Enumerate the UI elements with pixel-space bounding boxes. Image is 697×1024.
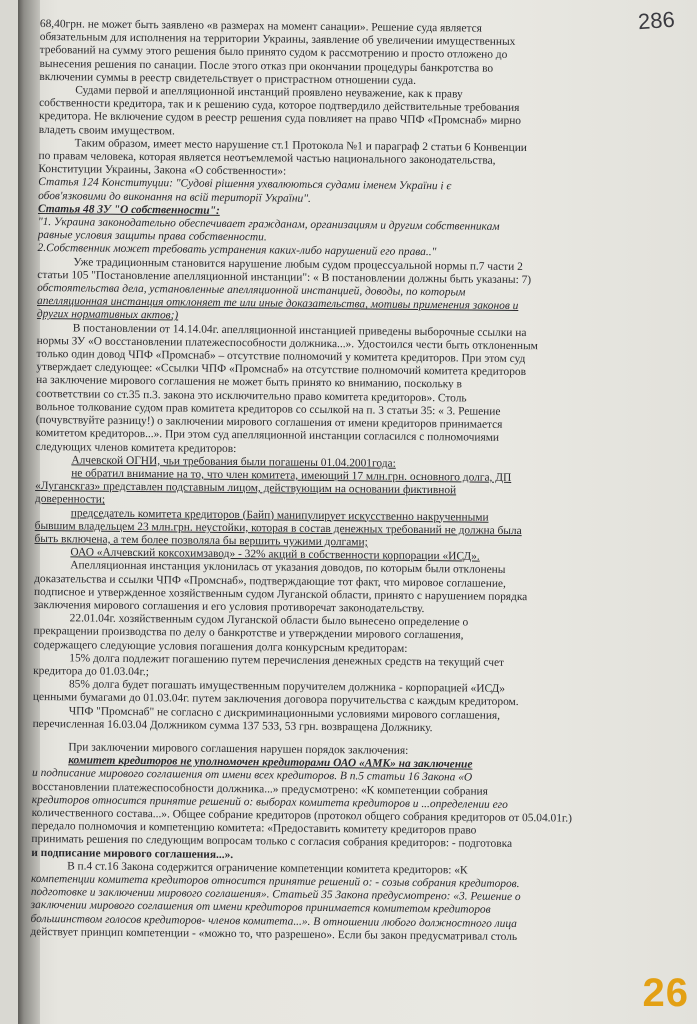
text-line: ОАО «Алчевский коксохимзавод» - 32% акций в собственности корпорации «ИСД».	[70, 546, 480, 563]
text-line: Уже традиционным становится нарушение любым судом процессуальной нормы п.7 части 2	[73, 256, 523, 273]
text-line: соответствии со ст.35 п.3. закона это исключительно право комитета кредиторов». Столь	[36, 387, 467, 405]
text-line: передало полномочия и компетенцию комитета: «Предоставить комитету кредиторов право	[31, 820, 477, 837]
text-line: При заключении мирового соглашения нарушен порядок заключения:	[68, 741, 409, 757]
text-line: Статья 48 ЗУ "О собственности":	[37, 202, 220, 217]
text-line: обязательным для исполнения на территории Украины, заявление об увеличении имущественных	[39, 31, 516, 49]
text-line: перечисленная 16.03.04 Должником сумма 137 533, 53 грн. возвращена Должнику.	[32, 717, 433, 734]
text-line: быть включена, а тем более позволяла бы вершить чужими долгами;	[34, 532, 368, 549]
text-line: ЧПФ "Промснаб" не согласно с дискриминационными условиями мирового соглашения,	[68, 704, 501, 722]
text-line: большинством голосов кредиторов- членов комитета...». В отношении любого должностного лица	[30, 912, 517, 930]
document-page	[18, 0, 697, 1024]
text-line: 22.01.04г. хозяйственным судом Луганской области было вынесено определение о	[69, 612, 469, 629]
text-line: Таким образом, имеет место нарушение ст.1 Протокола №1 и параграф 2 статьи 6 Конвенции	[74, 137, 527, 154]
text-line: следующих членов комитета кредиторов:	[35, 440, 237, 455]
text-line: кредитора. Не включение судом в реестр решения суда повлияет на право ЧПФ «Промснаб» мирно	[38, 110, 522, 128]
text-line: Статья 124 Конституции: "Судові рішення ухвалюються судами іменем України і є	[38, 176, 452, 193]
text-line: требований на сумму этого решения было принято судом к рассмотрению и просто отложено до	[39, 44, 508, 62]
text-line: заключения мирового соглашения и его условия противоречат законодательству.	[33, 598, 425, 615]
text-line: вольное толкование судом прав комитета кредиторов со ссылкой на п. 3 статьи 35: « 3. Решение	[35, 400, 501, 418]
text-line: прекращении производства по делу о банкротстве и утверждении мирового соглашения,	[33, 625, 464, 642]
text-line: на заключение мирового соглашения не может быть принято ко вниманию, поскольку в	[36, 374, 463, 391]
text-line: вынесения решения по санации. После этого отказ при окончании процедуры банкротства во	[39, 57, 494, 75]
text-line: утверждает следующее: «Ссылки ЧПФ «Промснаб» на отсутствие полномочий комитета кредиторов	[36, 361, 527, 379]
text-line: «Луганскгаз» представлен подставным лицом, действующим на основании фиктивной	[35, 480, 457, 497]
text-line: 85% долга будет погашать имущественным поручителем должника - корпорацией «ИСД»	[68, 678, 506, 696]
text-line: равные условия защиты права собственности.	[37, 229, 267, 244]
text-line: других нормативных актов;)	[36, 308, 179, 322]
text-line: комитетом кредиторов...». При этом суд апелляционной инстанции согласился с полномочиями	[35, 427, 500, 445]
text-line: не обратил внимание на то, что член комитета, имеющий 17 млн.грн. основного долга, ДП	[71, 467, 512, 484]
text-line: кредиторов относится принятие решений о: выборах комитета кредиторов и ...определении его	[31, 793, 508, 811]
text-line: восстановлении платежеспособности должника...» предусмотрено: «К компетенции собрания	[31, 780, 489, 798]
text-line: 15% долга подлежит погашению путем перечисления денежных средств на текущий счет	[69, 652, 505, 669]
text-line: 68,40грн. не может быть заявлено «в размерах на момент санации». Решение суда является	[39, 18, 482, 35]
text-line: компетенции комитета кредиторов относится принятие решений о: - созыв собрания кредиторов.	[30, 872, 520, 891]
text-line: (почувствуйте разницу!) о заключении мирового соглашения от имени кредиторов принимается	[35, 414, 503, 431]
text-line: нормы ЗУ «О восстановлении платежеспособности должника...». Удостоился чести быть отклоненным	[36, 334, 538, 353]
text-line: председатель комитета кредиторов (Байп) манипулирует искусственно накрученными	[70, 506, 489, 524]
text-line: Судами первой и апелляционной инстанций проявлено неуважение, как к праву	[75, 84, 463, 101]
document-body	[30, 18, 690, 946]
text-line: включении суммы в реестр свидетельствует о пристрастном отношении суда.	[39, 70, 417, 87]
stamp-number: 26	[642, 971, 689, 1015]
text-line: Конституции Украины, Закона «О собственности»:	[38, 163, 287, 178]
text-line: Алчевской ОГНИ, чьи требования были погашены 01.04.2001года:	[71, 454, 396, 470]
text-line: доказательства и ссылки ЧПФ «Промснаб», подтверждающие тот факт, что мировое соглашение,	[34, 572, 506, 590]
text-line: принимать решения по следующим вопросам только с согласия собрания кредиторов: - подготовка	[31, 833, 513, 851]
text-line: бывшим владельцем 23 млн.грн. неустойки, которая в состав денежных требований не должна была	[34, 519, 522, 537]
text-line: ценными бумагами до 01.03.04г. путем заключения договора поручительства с каждым кредитором.	[32, 691, 519, 709]
page-number: 286	[637, 6, 676, 35]
text-line: обстоятельства дела, установленные апелляционной инстанцией, доводы, по которым	[37, 282, 466, 299]
text-line: собственности кредитора, так и к решению суда, которое подтвердило действительные требования	[39, 97, 520, 115]
text-line: апелляционная инстанция отклоняет те или иные доказательства, мотивы применения законов и	[36, 295, 519, 313]
text-line: только один довод ЧПФ «Промснаб» – отсутствие полномочий у комитета кредиторов. При этом суд	[36, 348, 526, 366]
text-line: количественного состава...». Общее собрание кредиторов (протокол общего собрания кредиторов от 05.04.01г.)	[31, 806, 573, 825]
text-line: подготовке и заключении мирового соглашения». Статьей 35 Закона предусмотрено: «3. Решение о	[30, 886, 521, 904]
text-line: статьи 105 "Постановление апелляционной инстанции": « В постановлении должны быть указаны: 7)	[37, 268, 532, 287]
text-line: содержащего следующие условия погашения долга конкурсным кредиторам:	[33, 638, 408, 655]
text-line: подписное и утвержденное хозяйственным судом Луганской области, принято с нарушением порядка	[33, 585, 528, 603]
text-line: действует принцип компетенции - «можно то, что разрешено». Если бы закон предусматривал столь	[30, 925, 518, 943]
text-line: В постановлении от 14.14.04г. апелляционной инстанцией приведены выборочные ссылки на	[72, 322, 527, 339]
text-line: владеть своим имуществом.	[38, 123, 175, 138]
text-line: заключении мирового соглашения от имени кредиторов принимается комитетом кредиторов	[30, 899, 491, 917]
text-line: комитет кредиторов не уполномочен кредиторами ОАО «АМК» на заключение	[68, 754, 473, 771]
text-line: по правам человека, которая является неотъемлемой частью национального законодательства,	[38, 150, 496, 167]
text-line: и подписание мирового соглашения...».	[31, 846, 234, 861]
text-line: 2.Собственник может требовать устранения каких-либо нарушений его права.."	[37, 242, 437, 259]
text-line: Апелляционная инстанция уклонилась от указания доводов, по которым были отклонены	[70, 559, 506, 577]
text-line: "1. Украина законодательно обеспечивает гражданам, организациям и другим собственникам	[37, 216, 500, 233]
text-line: кредитора до 01.03.04г.;	[33, 664, 149, 679]
text-line: В п.4 ст.16 Закона содержится ограничение компетенции комитета кредиторов: «К	[67, 860, 468, 877]
text-line: и подписание мирового соглашения от имени всех кредиторов. В п.5 статьи 16 Закона «О	[32, 767, 473, 784]
text-line: доверенности;	[34, 493, 106, 507]
text-line: обов'язковими до виконання на всій території України".	[38, 189, 311, 205]
